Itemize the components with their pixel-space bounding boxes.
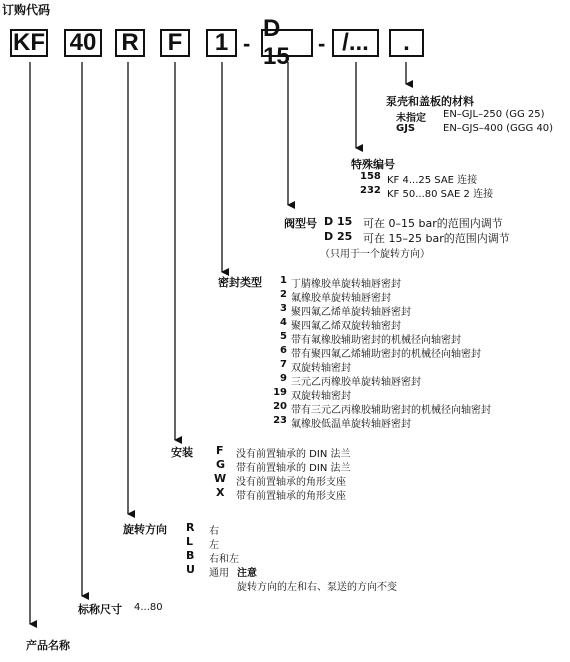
seal-code: 4 — [280, 317, 287, 328]
valve-desc: 可在 15–25 bar的范围内调节 — [363, 232, 510, 245]
seal-desc: 聚四氟乙烯双旋转轴密封 — [291, 321, 401, 332]
code-separator: - — [243, 31, 251, 56]
seal-desc: 三元乙丙橡胶单旋转轴唇密封 — [291, 377, 421, 388]
valve-code: D 25 — [324, 230, 353, 243]
special-code: 232 — [360, 185, 381, 196]
seal-desc: 丁腈橡胶单旋转轴唇密封 — [291, 279, 401, 290]
seal-code: 7 — [280, 359, 287, 370]
seal-code: 6 — [280, 345, 287, 356]
mounting-desc: 带有前置轴承的 DIN 法兰 — [236, 463, 351, 474]
valve-heading: 阀型号 — [284, 217, 317, 230]
code-box-mounting: F — [160, 29, 190, 57]
code-box-product: KF — [10, 29, 48, 57]
seal-desc: 氟橡胶单旋转轴唇密封 — [291, 293, 391, 304]
mounting-desc: 带有前置轴承的角形支座 — [236, 491, 346, 502]
product-heading: 产品名称 — [26, 639, 70, 652]
seal-code: 19 — [273, 387, 287, 398]
rotation-note-label: 注意 — [237, 568, 257, 579]
material-code: 未指定 — [396, 113, 426, 124]
rotation-code: L — [186, 535, 194, 548]
seal-desc: 带有聚四氟乙烯辅助密封的机械径向轴密封 — [291, 349, 481, 360]
rotation-note-text: 旋转方向的左和右、泵送的方向不变 — [237, 582, 397, 593]
seal-code: 9 — [280, 373, 287, 384]
code-box-valve: D 15 — [261, 29, 313, 57]
seal-desc: 带有三元乙丙橡胶辅助密封的机械径向轴密封 — [291, 405, 491, 416]
rotation-code: U — [186, 563, 195, 576]
seal-code: 5 — [280, 331, 287, 342]
size-heading: 标称尺寸 — [78, 603, 122, 616]
special-desc: KF 4...25 SAE 连接 — [387, 175, 478, 186]
rotation-heading: 旋转方向 — [123, 523, 167, 536]
seal-desc: 双旋转轴密封 — [291, 363, 351, 374]
mounting-code: W — [214, 472, 227, 485]
seal-desc: 带有氟橡胶辅助密封的机械径向轴密封 — [291, 335, 461, 346]
code-box-material: . — [389, 29, 424, 57]
special-heading: 特殊编号 — [351, 158, 395, 171]
valve-code: D 15 — [324, 215, 353, 228]
special-desc: KF 50...80 SAE 2 连接 — [387, 189, 494, 200]
material-heading: 泵壳和盖板的材料 — [386, 95, 474, 108]
seal-code: 1 — [280, 275, 287, 286]
size-value: 4...80 — [134, 602, 163, 613]
seal-code: 23 — [273, 415, 287, 426]
material-code: GJS — [396, 123, 416, 134]
code-box-rotation: R — [115, 29, 145, 57]
valve-desc: 可在 0–15 bar的范围内调节 — [363, 217, 503, 230]
code-box-seal: 1 — [206, 29, 237, 57]
mounting-code: G — [216, 458, 226, 471]
seal-code: 2 — [280, 289, 287, 300]
code-box-special: /... — [332, 29, 379, 57]
rotation-code: B — [186, 549, 195, 562]
rotation-desc: 右和左 — [209, 554, 239, 565]
mounting-code: F — [216, 444, 224, 457]
rotation-desc: 通用 — [209, 568, 229, 579]
mounting-code: X — [216, 486, 225, 499]
code-separator: - — [318, 31, 326, 56]
seal-desc: 氟橡胶低温单旋转轴唇密封 — [291, 419, 411, 430]
page-title: 订购代码 — [2, 3, 51, 17]
rotation-code: R — [186, 521, 195, 534]
material-desc: EN–GJL–250 (GG 25) — [443, 109, 545, 120]
seal-code: 20 — [273, 401, 287, 412]
special-code: 158 — [360, 171, 381, 182]
material-desc: EN–GJS–400 (GGG 40) — [443, 123, 554, 134]
valve-note: （只用于一个旋转方向） — [320, 249, 430, 260]
seal-code: 3 — [280, 303, 287, 314]
rotation-desc: 右 — [209, 526, 219, 537]
seal-desc: 聚四氟乙烯单旋转轴唇密封 — [291, 307, 411, 318]
seal-heading: 密封类型 — [218, 276, 262, 289]
rotation-desc: 左 — [209, 540, 219, 551]
seal-desc: 双旋转轴密封 — [291, 391, 351, 402]
mounting-desc: 没有前置轴承的 DIN 法兰 — [236, 449, 351, 460]
mounting-desc: 没有前置轴承的角形支座 — [236, 477, 346, 488]
mounting-heading: 安装 — [171, 446, 193, 459]
code-box-size: 40 — [64, 29, 102, 57]
